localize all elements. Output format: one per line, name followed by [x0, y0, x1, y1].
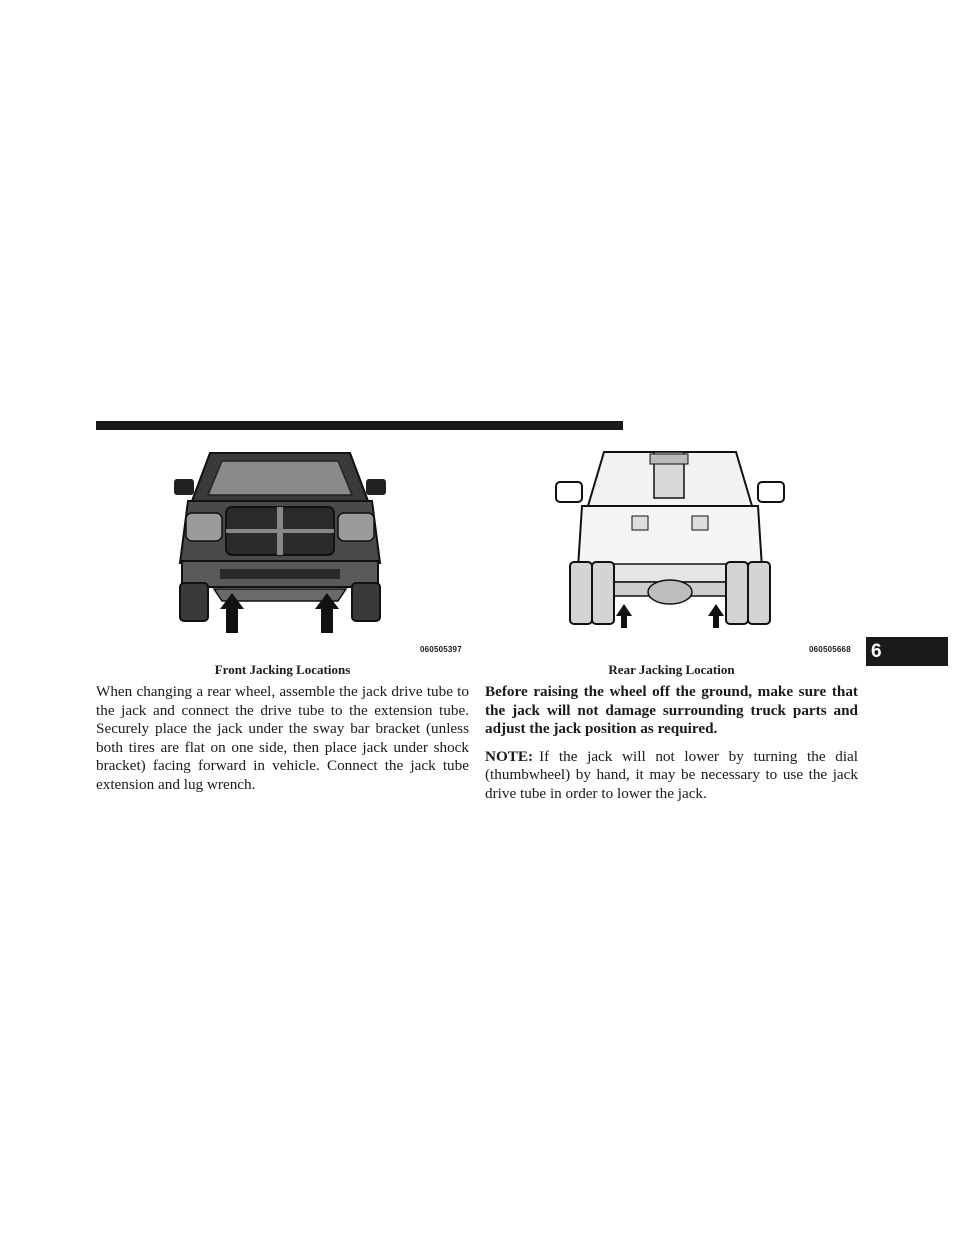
front-truck-drawing [170, 443, 390, 635]
note-text: If the jack will not lower by turning the dial (thumbwheel) by hand, it may be necessary to use the jack drive tube in order to lower the jack. [485, 747, 858, 802]
warning-paragraph: Before raising the wheel off the ground, make sure that the jack will not damage surrounding truck parts and adjust the jack position as required. [485, 683, 858, 738]
left-column [96, 683, 469, 804]
front-jacking-illustration [170, 443, 390, 635]
front-figure-caption: Front Jacking Locations [214, 662, 351, 677]
note-paragraph [485, 748, 858, 804]
chapter-tab: 6 [866, 637, 948, 666]
rear-figure-caption: Rear Jacking Location [608, 662, 735, 677]
front-figure-code: 060505397 [420, 645, 462, 654]
note-label: NOTE: [485, 747, 534, 765]
right-column [485, 683, 858, 813]
rear-figure-code: 060505668 [809, 645, 851, 654]
body-paragraph: When changing a rear wheel, assemble the jack drive tube to the jack and connect the drive tube to the extension tube. Securely place the jack under the sway bar bracket (unless both tires are flat on one side, then place jack under shock bracket) facing forward in vehicle. Connect the jack tube extension and lug wrench. [96, 683, 469, 793]
rear-truck-drawing [552, 446, 788, 630]
rear-jacking-illustration [552, 446, 788, 630]
section-rule [96, 421, 623, 430]
